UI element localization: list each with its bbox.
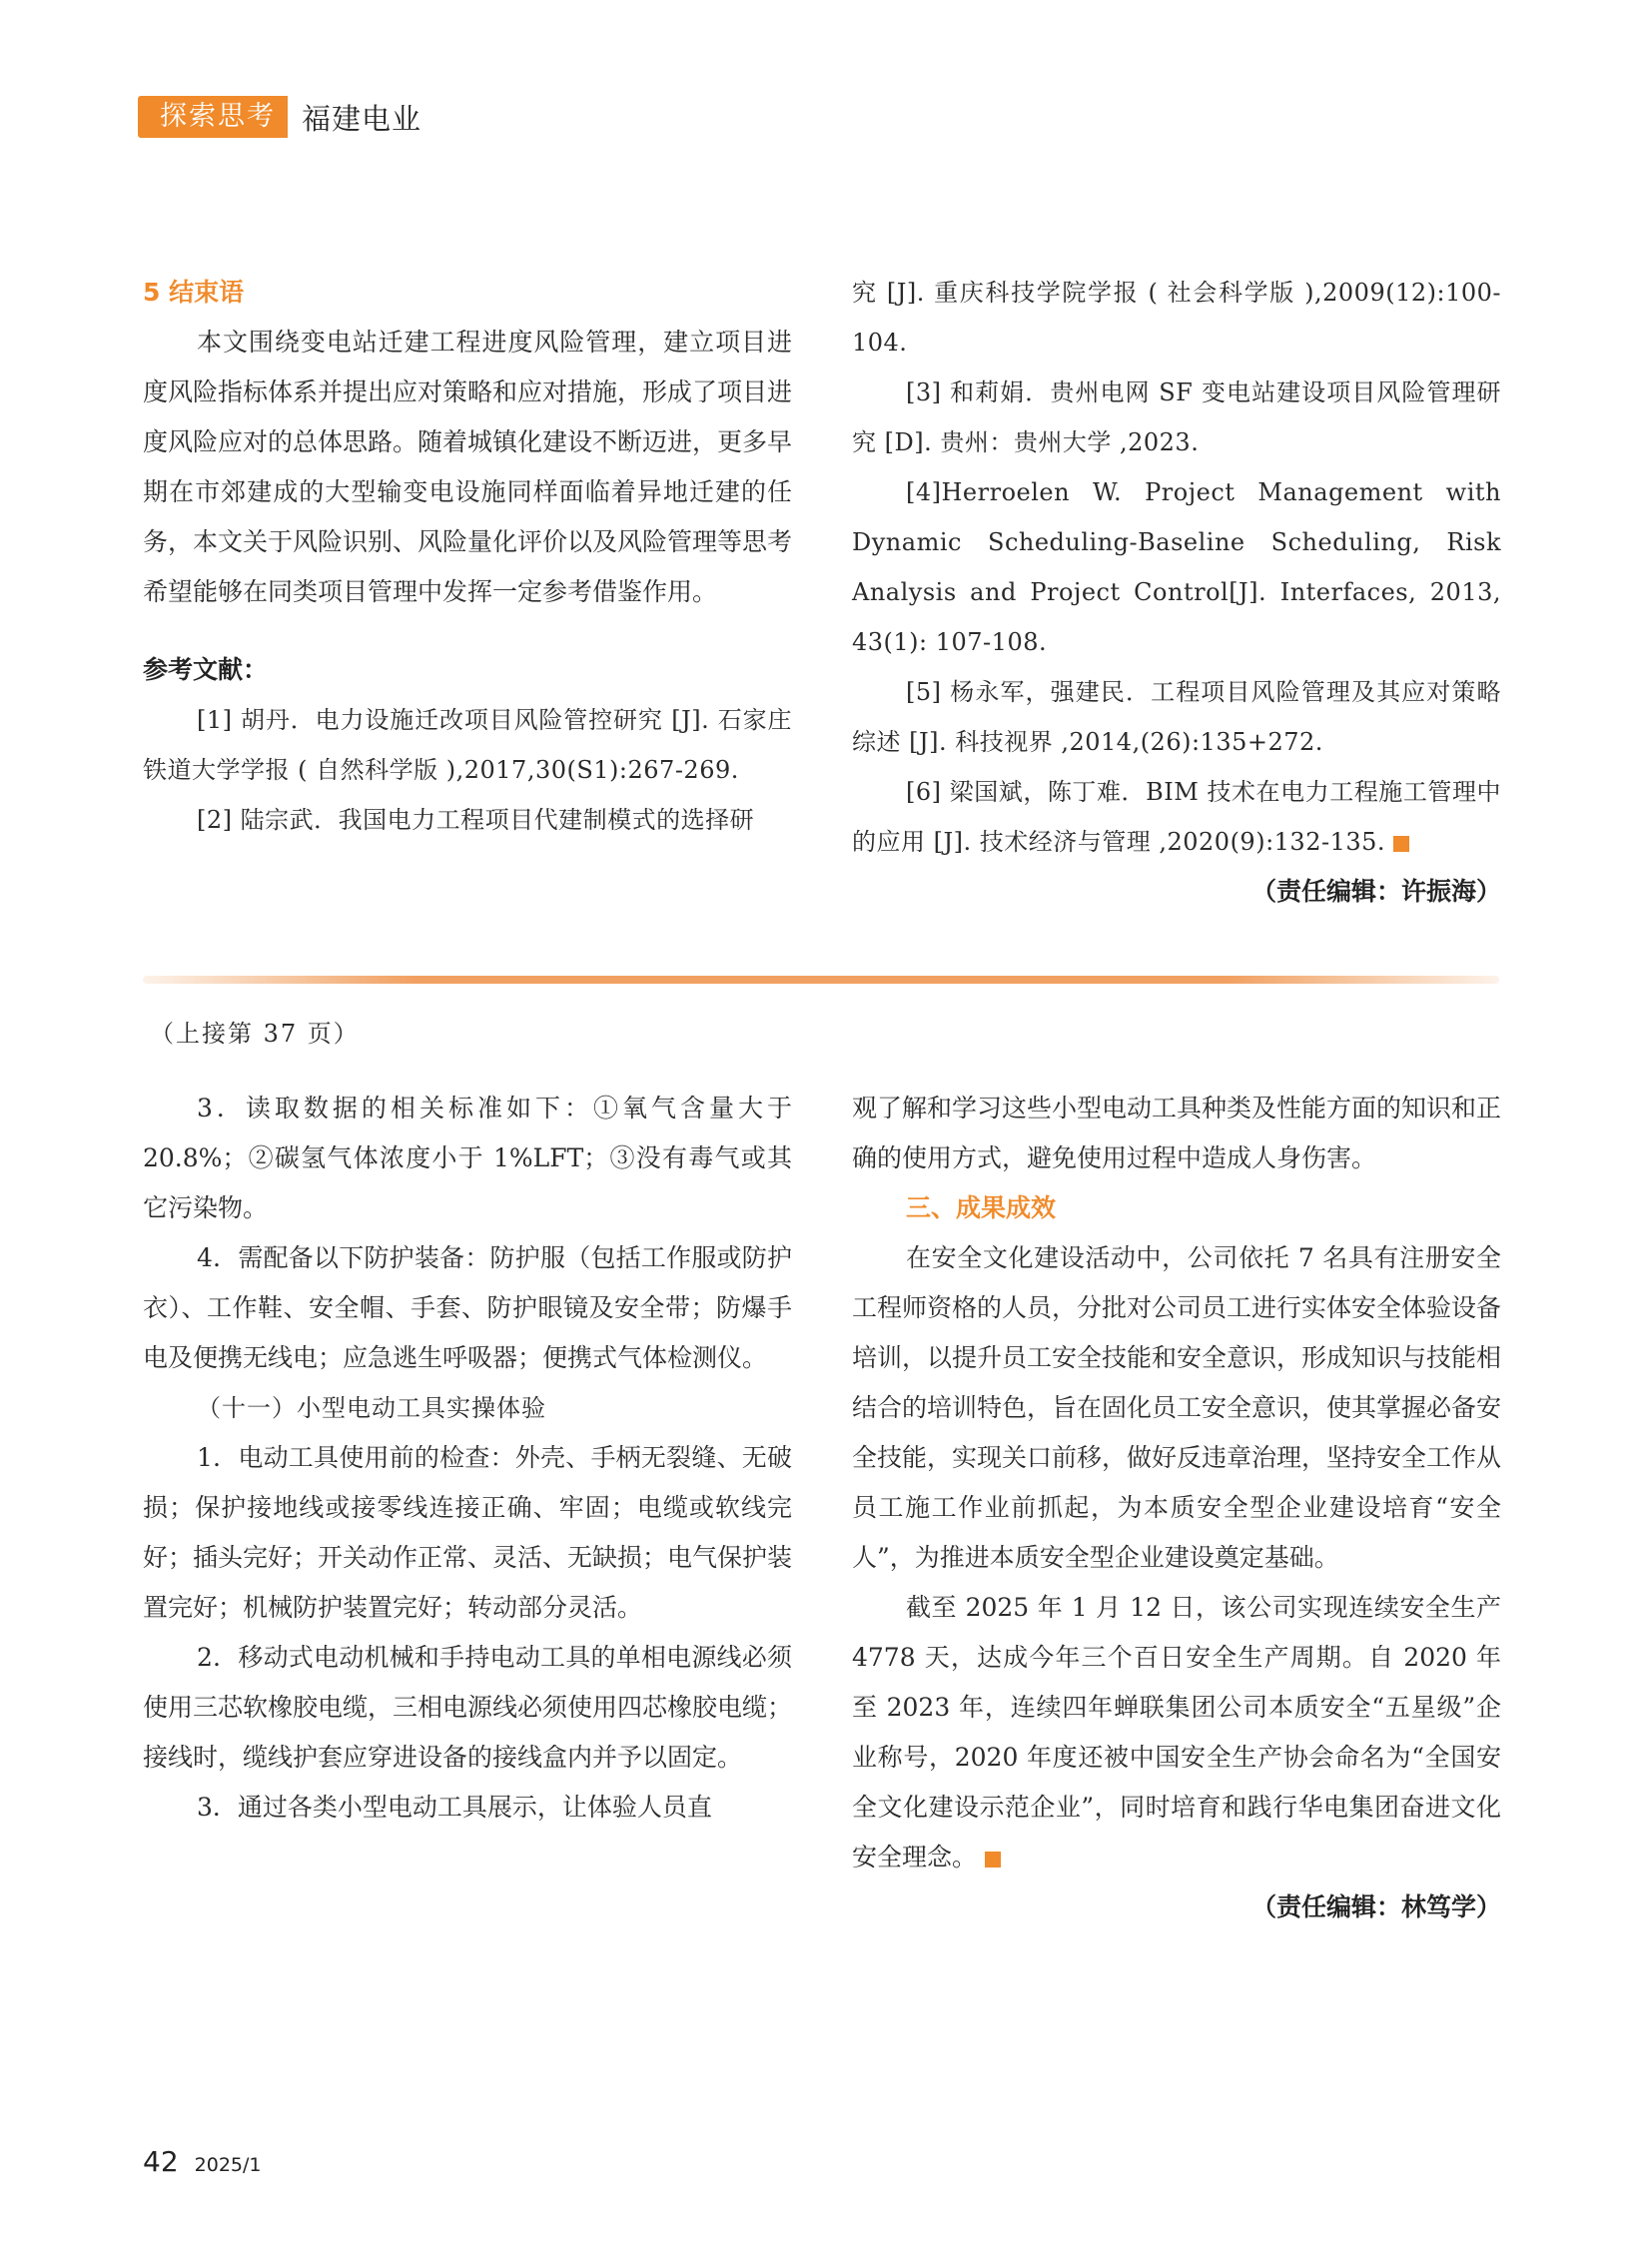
- editor-credit: （责任编辑：林笃学）: [1250, 1892, 1501, 1921]
- conclusion-paragraph: 本文围绕变电站迁建工程进度风险管理，建立项目进度风险指标体系并提出应对策略和应对措施，形成了项目进度风险应对的总体思路。随着城镇化建设不断迈进，更多早期在市郊建成的大型输变电设施同样面临着异地迁建的任务，本文关于风险识别、风险量化评价以及风险管理等思考希望能够在同类项目管理中发挥一定参考借鉴作用。: [143, 328, 793, 606]
- editor-credit: （责任编辑：许振海）: [1250, 877, 1501, 906]
- reference-2-start: [2] 陆宗武．我国电力工程项目代建制模式的选择研: [197, 806, 755, 834]
- end-mark-icon: [985, 1852, 1001, 1868]
- paragraph: 2．移动式电动机械和手持电动工具的单相电源线必须使用三芯软橡胶电缆，三相电源线必须使用四芯橡胶电缆；接线时，缆线护套应穿进设备的接线盒内并予以固定。: [143, 1643, 793, 1772]
- article-end-left-column: [143, 268, 792, 845]
- end-mark-icon: [1393, 836, 1409, 852]
- paragraph: 3．通过各类小型电动工具展示，让体验人员直: [197, 1793, 712, 1822]
- reference-1: [1] 胡丹．电力设施迁改项目风险管控研究 [J]. 石家庄铁道大学学报 ( 自然科学版 ),2017,30(S1):267-269.: [143, 706, 792, 784]
- section-badge: 探索思考: [138, 96, 288, 138]
- issue-label: 2025/1: [194, 2154, 262, 2176]
- page-footer: [143, 2145, 261, 2178]
- article-end-right-column: [852, 268, 1501, 917]
- magazine-name: 福建电业: [302, 101, 422, 136]
- reference-4: [4]Herroelen W. Project Management with Dynamic Scheduling-Baseline Scheduling, Risk Analysis and Project Control[J]. Interfaces, 2013, 43(1): 107-108.: [852, 478, 1501, 656]
- paragraph: 3．读取数据的相关标准如下：①氧气含量大于 20.8%；②碳氢气体浓度小于 1%LFT；③没有毒气或其它污染物。: [143, 1094, 792, 1222]
- subsection-title: （十一）小型电动工具实操体验: [197, 1394, 546, 1422]
- reference-6-text: [6] 梁国斌，陈丁难．BIM 技术在电力工程施工管理中的应用 [J]. 技术经济与管理 ,2020(9):132-135.: [852, 778, 1501, 856]
- paragraph: [852, 1583, 1501, 1882]
- section-title: 5 结束语: [143, 278, 245, 307]
- reference-6: [852, 767, 1501, 867]
- continued-note: （上接第 37 页）: [150, 1020, 360, 1048]
- page-number: 42: [143, 2145, 179, 2178]
- reference-5: [5] 杨永军，强建民．工程项目风险管理及其应对策略综述 [J]. 科技视界 ,2014,(26):135+272.: [852, 678, 1501, 756]
- article-continued-left-column: [143, 1084, 792, 1833]
- paragraph-text: 截至 2025 年 1 月 12 日，该公司实现连续安全生产 4778 天，达成今年三个百日安全生产周期。自 2020 年至 2023 年，连续四年蝉联集团公司本质安全“五星级”企业称号，2020 年度还被中国安全生产协会命名为“全国安全文化建设示范企业”，同时培育和践行华电集团奋进文化安全理念。: [852, 1593, 1501, 1871]
- page-header: [138, 96, 421, 138]
- reference-3: [3] 和莉娟．贵州电网 SF 变电站建设项目风险管理研究 [D]. 贵州：贵州大学 ,2023.: [852, 378, 1501, 456]
- paragraph: 观了解和学习这些小型电动工具种类及性能方面的知识和正确的使用方式，避免使用过程中造成人身伤害。: [852, 1094, 1502, 1172]
- references-title: 参考文献：: [143, 655, 269, 684]
- paragraph: 4．需配备以下防护装备：防护服（包括工作服或防护衣）、工作鞋、安全帽、手套、防护眼镜及安全带；防爆手电及便携无线电；应急逃生呼吸器；便携式气体检测仪。: [143, 1243, 792, 1372]
- paragraph: 1．电动工具使用前的检查：外壳、手柄无裂缝、无破损；保护接地线或接零线连接正确、牢固；电缆或软线完好；插头完好；开关动作正常、灵活、无缺损；电气保护装置完好；机械防护装置完好；转动部分灵活。: [143, 1443, 793, 1622]
- paragraph: 在安全文化建设活动中，公司依托 7 名具有注册安全工程师资格的人员，分批对公司员工进行实体安全体验设备培训，以提升员工安全技能和安全意识，形成知识与技能相结合的培训特色，旨在固化员工安全意识，使其掌握必备安全技能，实现关口前移，做好反违章治理，坚持安全工作从员工施工作业前抓起，为本质安全型企业建设培育“安全人”，为推进本质安全型企业建设奠定基础。: [852, 1243, 1502, 1572]
- section-divider: [143, 976, 1499, 984]
- article-continued-right-column: [852, 1084, 1501, 1932]
- reference-2-cont: 究 [J]. 重庆科技学院学报 ( 社会科学版 ),2009(12):100-104.: [852, 279, 1501, 357]
- section-heading: 三、成果成效: [906, 1193, 1057, 1222]
